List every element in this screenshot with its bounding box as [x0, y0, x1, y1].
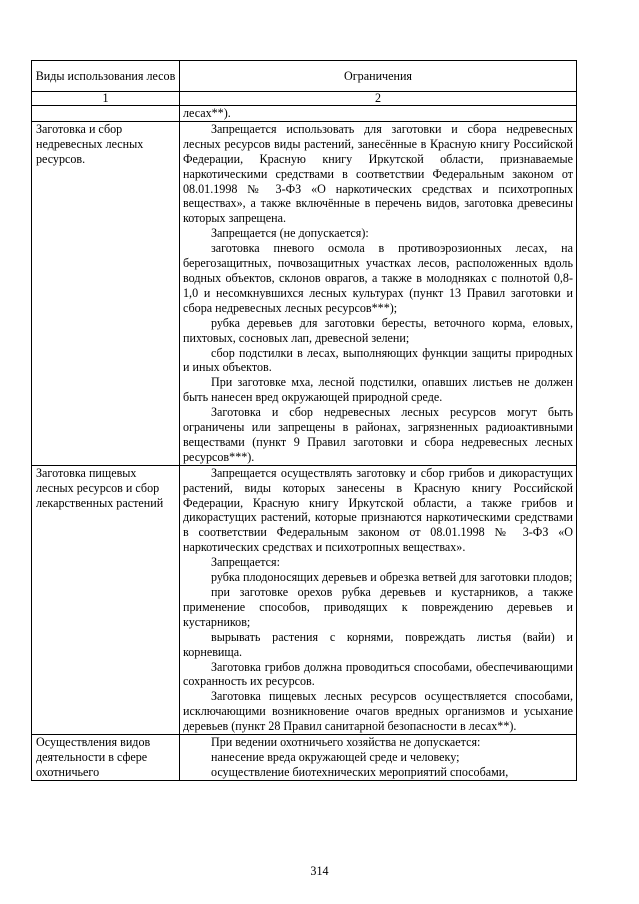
paragraph: Запрещается (не допускается):	[211, 226, 369, 241]
paragraph: При ведении охотничьего хозяйства не допускается:	[211, 735, 481, 750]
paragraph: осуществление биотехнических мероприятий способами,	[211, 764, 509, 779]
header-col-restrictions: Ограничения	[180, 61, 577, 92]
restriction-cell	[180, 106, 577, 122]
paragraph: Заготовка грибов должна проводиться способами, обеспечивающими сохранность их ресурсов.	[183, 659, 573, 689]
type-cell: Осуществления видов деятельности в сфере охотничьего	[32, 735, 180, 781]
page-number: 314	[310, 864, 329, 878]
paragraph: Запрещается осуществлять заготовку и сбор грибов и дикорастущих растений, виды которых занесены в Красную книгу Российской Федерации, Красную книгу Иркутской области, а также грибов и дикорастущих растений, которые признаются наркотическими средствами в соответствии Федеральным законом от 08.01.1998 № 3-ФЗ «О наркотических средствах и психотропных веществах».	[183, 465, 573, 555]
paragraph: Заготовка пищевых лесных ресурсов осуществляется способами, исключающими возникновение очагов вредных организмов и усыхание деревьев (пункт 28 Правил санитарной безопасности в лесах**).	[183, 689, 573, 734]
table-row	[32, 735, 577, 781]
restrictions-table	[31, 60, 577, 781]
restriction-cell	[180, 121, 577, 465]
table-header-row	[32, 61, 577, 92]
table-row	[32, 121, 577, 465]
type-cell: Заготовка и сбор недревесных лесных ресурсов.	[32, 121, 180, 465]
type-cell: Заготовка пищевых лесных ресурсов и сбор лекарственных растений	[32, 465, 180, 734]
table-row	[32, 465, 577, 734]
continuation-text: лесах**).	[183, 106, 231, 120]
column-number-1: 1	[32, 92, 180, 106]
type-cell-empty	[32, 106, 180, 122]
restriction-cell	[180, 465, 577, 734]
paragraph: заготовка пневого осмола в противоэрозионных лесах, на берегозащитных, почвозащитных участках лесов, расположенных вдоль водных объектов, склонов оврагов, а также в молодняках с полнотой 0,8-1,0 и несомкнувшихся лесных культурах (пункт 13 Правил заготовки и сбора недревесных лесных ресурсов***);	[183, 241, 573, 315]
paragraph: Заготовка и сбор недревесных лесных ресурсов могут быть ограничены или запрещены в районах, загрязненных радиоактивными веществами (пункт 9 Правил заготовки и сбора недревесных лесных ресурсов***).	[183, 405, 573, 464]
table-row	[32, 106, 577, 122]
paragraph: нанесение вреда окружающей среде и человеку;	[211, 749, 460, 764]
paragraph: вырывать растения с корнями, повреждать листья (вайи) и корневища.	[183, 629, 573, 659]
column-number-2: 2	[180, 92, 577, 106]
paragraph: сбор подстилки в лесах, выполняющих функции защиты природных и иных объектов.	[183, 345, 573, 375]
paragraph: Запрещается:	[211, 555, 280, 570]
paragraph: При заготовке мха, лесной подстилки, опавших листьев не должен быть нанесен вред окружающей природной среде.	[183, 375, 573, 405]
restriction-cell	[180, 735, 577, 781]
paragraph: рубка деревьев для заготовки бересты, веточного корма, еловых, пихтовых, сосновых лап, древесной зелени;	[183, 315, 573, 345]
header-col-types: Виды использования лесов	[32, 61, 180, 92]
paragraph: Запрещается использовать для заготовки и сбора недревесных лесных ресурсов виды растений, занесённые в Красную книгу Российской Федерации, Красную книгу Иркутской области, признаваемые наркотическими средствами в соответствии Федеральным законом от 08.01.1998 № 3-ФЗ «О наркотических средствах и психотропных веществах», а также включённые в перечень видов, заготовка древесины которых запрещена.	[183, 121, 573, 226]
paragraph: при заготовке орехов рубка деревьев и кустарников, а также применение способов, приводящих к повреждению деревьев и кустарников;	[183, 585, 573, 629]
column-number-row	[32, 92, 577, 106]
paragraph: рубка плодоносящих деревьев и обрезка ветвей для заготовки плодов;	[211, 570, 573, 585]
